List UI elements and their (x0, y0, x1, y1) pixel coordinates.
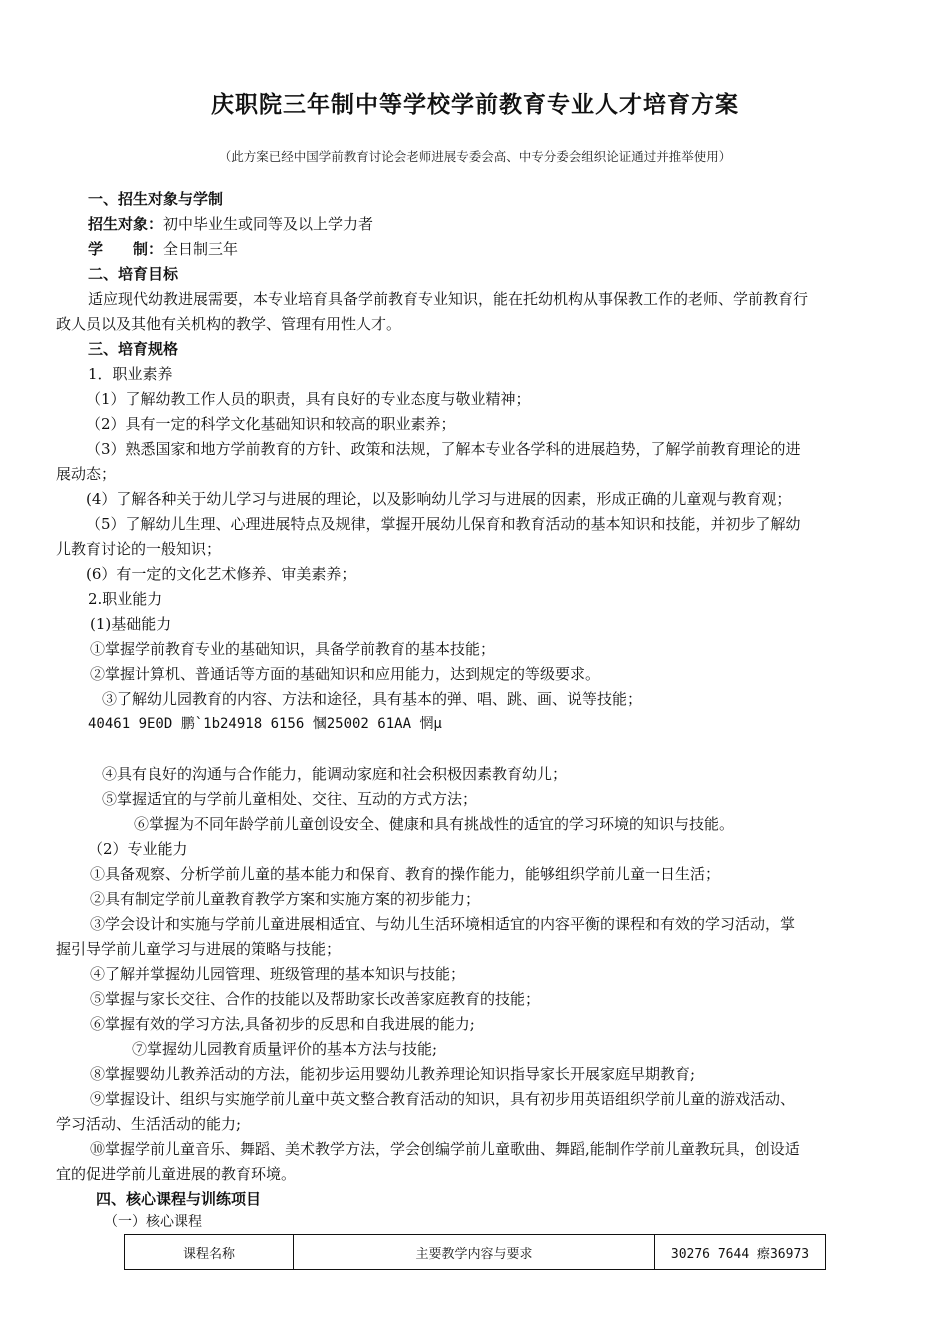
core-courses-table (124, 1234, 826, 1270)
section-heading-3: 三、培育规格 (88, 340, 179, 358)
goal-paragraph-line-2: 政人员以及其他有关机构的教学、管理有用性人才。 (56, 315, 402, 333)
table-header-course-name: 课程名称 (125, 1235, 294, 1270)
basic-ability-item-4: ④具有良好的沟通与合作能力，能调动家庭和社会积极因素教育幼儿； (102, 765, 568, 783)
special-ability-item-1: ①具备观察、分析学前儿童的基本能力和保育、教育的操作能力，能够组织学前儿童一日生活； (90, 865, 721, 883)
document-subtitle: （此方案已经中国学前教育讨论会老师进展专委会高、中专分委会组织论证通过并推举使用） (218, 149, 732, 164)
basic-ability-item-1: ①掌握学前教育专业的基础知识，具备学前教育的基本技能； (90, 640, 496, 658)
subheading-basic-ability: (1)基础能力 (90, 615, 172, 633)
basic-ability-item-5: ⑤掌握适宜的与学前儿童相处、交往、互动的方式方法； (102, 790, 478, 808)
special-ability-item-9-line-2: 学习活动、生活活动的能力; (56, 1115, 242, 1133)
quality-item-6: (6）有一定的文化艺术修养、审美素养； (86, 565, 357, 583)
subheading-core-courses: （一）核心课程 (104, 1214, 202, 1230)
special-ability-item-4: ④了解并掌握幼儿园管理、班级管理的基本知识与技能； (90, 965, 466, 983)
table-header-row (125, 1235, 826, 1270)
special-ability-item-7: ⑦掌握幼儿园教育质量评价的基本方法与技能; (132, 1040, 438, 1058)
subheading-professional-quality: 1．职业素养 (88, 365, 173, 383)
school-system-row (88, 238, 238, 260)
enrollment-target-value: 初中毕业生或同等及以上学力者 (163, 215, 374, 233)
special-ability-item-10-line-2: 宜的促进学前儿童进展的教育环境。 (56, 1165, 297, 1183)
special-ability-item-6: ⑥掌握有效的学习方法,具备初步的反思和自我进展的能力; (90, 1015, 475, 1033)
subheading-specialized-ability: （2）专业能力 (88, 840, 188, 858)
table-header-garbled: 30276 7644 瘵36973 (655, 1235, 826, 1270)
enrollment-target-row (88, 213, 373, 235)
enrollment-target-label: 招生对象： (88, 215, 164, 233)
quality-item-5-line-1: （5）了解幼儿生理、心理进展特点及规律，掌握开展幼儿保育和教育活动的基本知识和技能，并初步了解幼 (86, 515, 801, 533)
garbled-text-line: 40461 9E0D 鹏`1b24918 6156 慖25002 61AA 惘μ (88, 716, 442, 732)
school-system-label: 学 制： (88, 240, 164, 258)
basic-ability-item-3: ③了解幼儿园教育的内容、方法和途径，具有基本的弹、唱、跳、画、说等技能； (102, 690, 643, 708)
subheading-professional-ability: 2.职业能力 (88, 590, 163, 608)
special-ability-item-2: ②具有制定学前儿童教育教学方案和实施方案的初步能力； (90, 890, 481, 908)
special-ability-item-9-line-1: ⑨掌握设计、组织与实施学前儿童中英文整合教育活动的知识，具有初步用英语组织学前儿童的游戏活动、 (90, 1090, 796, 1108)
special-ability-item-3-line-2: 握引导学前儿童学习与进展的策略与技能； (56, 940, 342, 958)
quality-item-1: （1）了解幼教工作人员的职责，具有良好的专业态度与敬业精神； (86, 390, 531, 408)
section-heading-1: 一、招生对象与学制 (88, 190, 224, 208)
basic-ability-item-2: ②掌握计算机、普通话等方面的基础知识和应用能力，达到规定的等级要求。 (90, 665, 601, 683)
quality-item-3-line-1: （3）熟悉国家和地方学前教育的方针、政策和法规，了解本专业各学科的进展趋势，了解学前教育理论的进 (86, 440, 801, 458)
school-system-value: 全日制三年 (163, 240, 239, 258)
quality-item-4: (4）了解各种关于幼儿学习与进展的理论，以及影响幼儿学习与进展的因素，形成正确的儿童观与教育观； (86, 490, 792, 508)
special-ability-item-10-line-1: ⑩掌握学前儿童音乐、舞蹈、美术教学方法，学会创编学前儿童歌曲、舞蹈,能制作学前儿童教玩具，创设适 (90, 1140, 800, 1158)
special-ability-item-3-line-1: ③学会设计和实施与学前儿童进展相适宜、与幼儿生活环境相适宜的内容平衡的课程和有效的学习活动，掌 (90, 915, 796, 933)
special-ability-item-8: ⑧掌握婴幼儿教养活动的方法，能初步运用婴幼儿教养理论知识指导家长开展家庭早期教育; (90, 1065, 696, 1083)
goal-paragraph-line-1: 适应现代幼教进展需要，本专业培育具备学前教育专业知识，能在托幼机构从事保教工作的老师、学前教育行 (88, 290, 809, 308)
document-title: 庆职院三年制中等学校学前教育专业人才培育方案 (211, 92, 739, 118)
basic-ability-item-6: ⑥掌握为不同年龄学前儿童创设安全、健康和具有挑战性的适宜的学习环境的知识与技能。 (134, 815, 735, 833)
table-header-content: 主要教学内容与要求 (294, 1235, 655, 1270)
quality-item-3-line-2: 展动态； (56, 465, 117, 483)
section-heading-4: 四、核心课程与训练项目 (96, 1190, 262, 1208)
quality-item-5-line-2: 儿教育讨论的一般知识； (56, 540, 222, 558)
quality-item-2: （2）具有一定的科学文化基础知识和较高的职业素养； (86, 415, 456, 433)
section-heading-2: 二、培育目标 (88, 265, 179, 283)
special-ability-item-5: ⑤掌握与家长交往、合作的技能以及帮助家长改善家庭教育的技能； (90, 990, 541, 1008)
